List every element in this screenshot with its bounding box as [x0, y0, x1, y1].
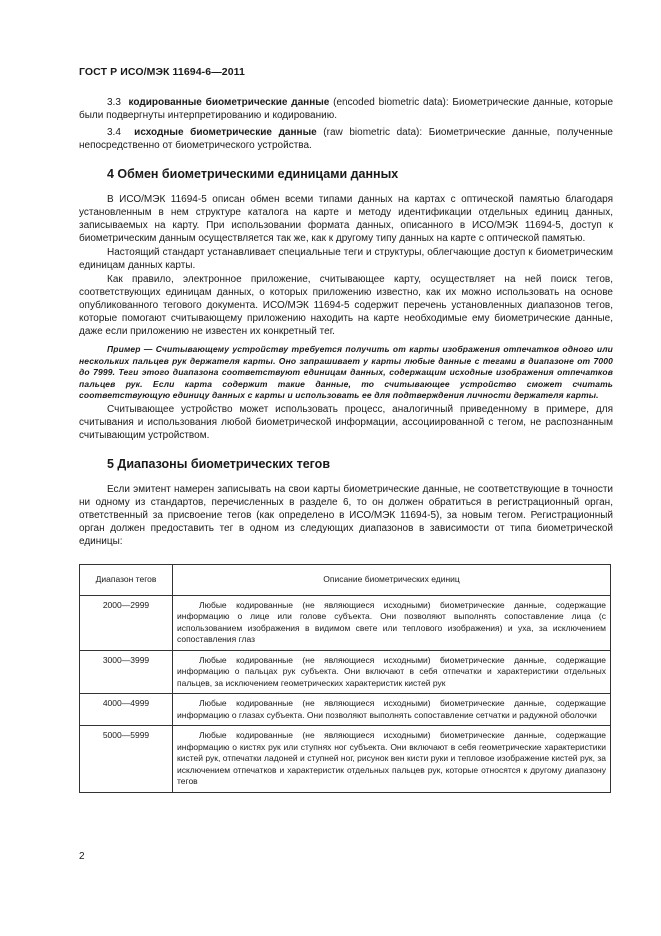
tag-range-cell: 3000—3999: [80, 650, 173, 694]
section-4-heading: 4 Обмен биометрическими единицами данных: [107, 167, 399, 181]
paragraph: Считывающее устройство может использовать процесс, аналогичный приведенному в примере, для считывания и использования любой биометрической информации, ассоциированной с тегом, не распознанным считывающим устройством.: [79, 403, 613, 441]
definition-3-3: [79, 96, 613, 122]
definition-text: (raw biometric data): Биометрические данные, полученные непосредственно от биометрического устройства.: [79, 127, 613, 151]
paragraph: В ИСО/МЭК 11694-5 описан обмен всеми типами данных на картах с оптической памятью благодаря установленным в нем структуре каталога на карте и методу идентификации отдельных единиц данных, записываемых на карту. При использовании формата данных, описанного в ИСО/МЭК 11694-5, доступ к биометрическим данным осуществляется так же, как к другому типу данных на карте с оптической памятью.: [79, 194, 613, 244]
definition-text: (encoded biometric data): Биометрические данные, которые были подвергнуты интерпретированию и кодированию.: [79, 97, 614, 121]
table-row: [80, 726, 611, 793]
table-row: [80, 694, 611, 726]
page-number: 2: [79, 851, 85, 862]
section-4-body: [79, 193, 613, 442]
definition-term: исходные биометрические данные: [134, 127, 317, 138]
table-row: [80, 595, 611, 650]
column-header-description: Описание биометрических единиц: [173, 564, 611, 595]
page-content: [79, 96, 613, 793]
table-header-row: [80, 564, 611, 595]
definition-term: кодированные биометрические данные: [128, 97, 330, 108]
tag-ranges-table: [79, 564, 611, 793]
table-row: [80, 650, 611, 694]
tag-range-cell: 2000—2999: [80, 595, 173, 650]
description-cell: Любые кодированные (не являющиеся исходными) биометрические данные, содержащие информацию о глазах субъекта. Они позволяют выполнять сопоставление сетчатки и радужной оболочки: [173, 694, 611, 726]
example-note: Пример — Считывающему устройству требуется получить от карты изображения отпечатков одного или нескольких пальцев рук держателя карты. Оно запрашивает у карты любые данные с тегами в диапазоне от 7000 до 7999. Теги этого диапазона соответствуют единицам данных, содержащим исходные изображения отпечатков пальцев рук. Если карта содержит такие данные, то считывающее устройство сможет считать соответствующую единицу данных с карты и использовать ее для подтверждения личности держателя карты.: [79, 344, 613, 400]
document-header: ГОСТ Р ИСО/МЭК 11694-6—2011: [79, 66, 245, 78]
tag-range-cell: 5000—5999: [80, 726, 173, 793]
description-cell: Любые кодированные (не являющиеся исходными) биометрические данные, содержащие информацию о пальцах рук субъекта. Они включают в себя отпечатки и характеристики отдельных пальцев, за исключением геометрических характеристик кистей рук: [173, 650, 611, 694]
paragraph: Как правило, электронное приложение, считывающее карту, осуществляет на ней поиск тегов, соответствующих единицам данных, о которых приложению известно, как их можно использовать на основе опубликованного тегового документа. ИСО/МЭК 11694-5 содержит перечень установленных диапазонов тегов, которые помогают считывающему приложению находить на карте необходимые ему биометрические данные, даже если приложению не известен их конкретный тег.: [79, 274, 613, 337]
section-5-heading: 5 Диапазоны биометрических тегов: [107, 456, 331, 471]
paragraph: Настоящий стандарт устанавливает специальные теги и структуры, облегчающие доступ к биометрическим единицам данных карты.: [79, 247, 613, 271]
definition-3-4: [79, 126, 613, 152]
definition-number: 3.4: [107, 127, 121, 138]
description-cell: Любые кодированные (не являющиеся исходными) биометрические данные, содержащие информацию о лице или голове субъекта. Они позволяют выполнять сопоставление лица (с использованием изображения в видимом свете или теплового изображения) и уха, за исключением сопоставления глаз: [173, 595, 611, 650]
definition-number: 3.3: [107, 97, 121, 108]
paragraph: Если эмитент намерен записывать на свои карты биометрические данные, не соответствующие в точности ни одному из стандартов, перечисленных в разделе 6, то он должен обратиться в регистрационный орган, ответственный за присвоение тегов (как определено в ИСО/МЭК 11694-5), за новым тегом. Регистрационный орган должен предоставить тег в одном из следующих диапазонов в зависимости от типа биометрической единицы:: [79, 483, 613, 547]
tag-range-cell: 4000—4999: [80, 694, 173, 726]
description-cell: Любые кодированные (не являющиеся исходными) биометрические данные, содержащие информацию о кистях рук или ступнях ног субъекта. Они включают в себя геометрические характеристики кистей рук, отпечатки ладоней и ступней ног, рисунок вен кисти руки и тепловое изображение кистей рук, за исключением отпечатков и характеристик отдельных пальцев рук, которые относятся к другому диапазону тегов: [173, 726, 611, 793]
column-header-range: Диапазон тегов: [80, 564, 173, 595]
